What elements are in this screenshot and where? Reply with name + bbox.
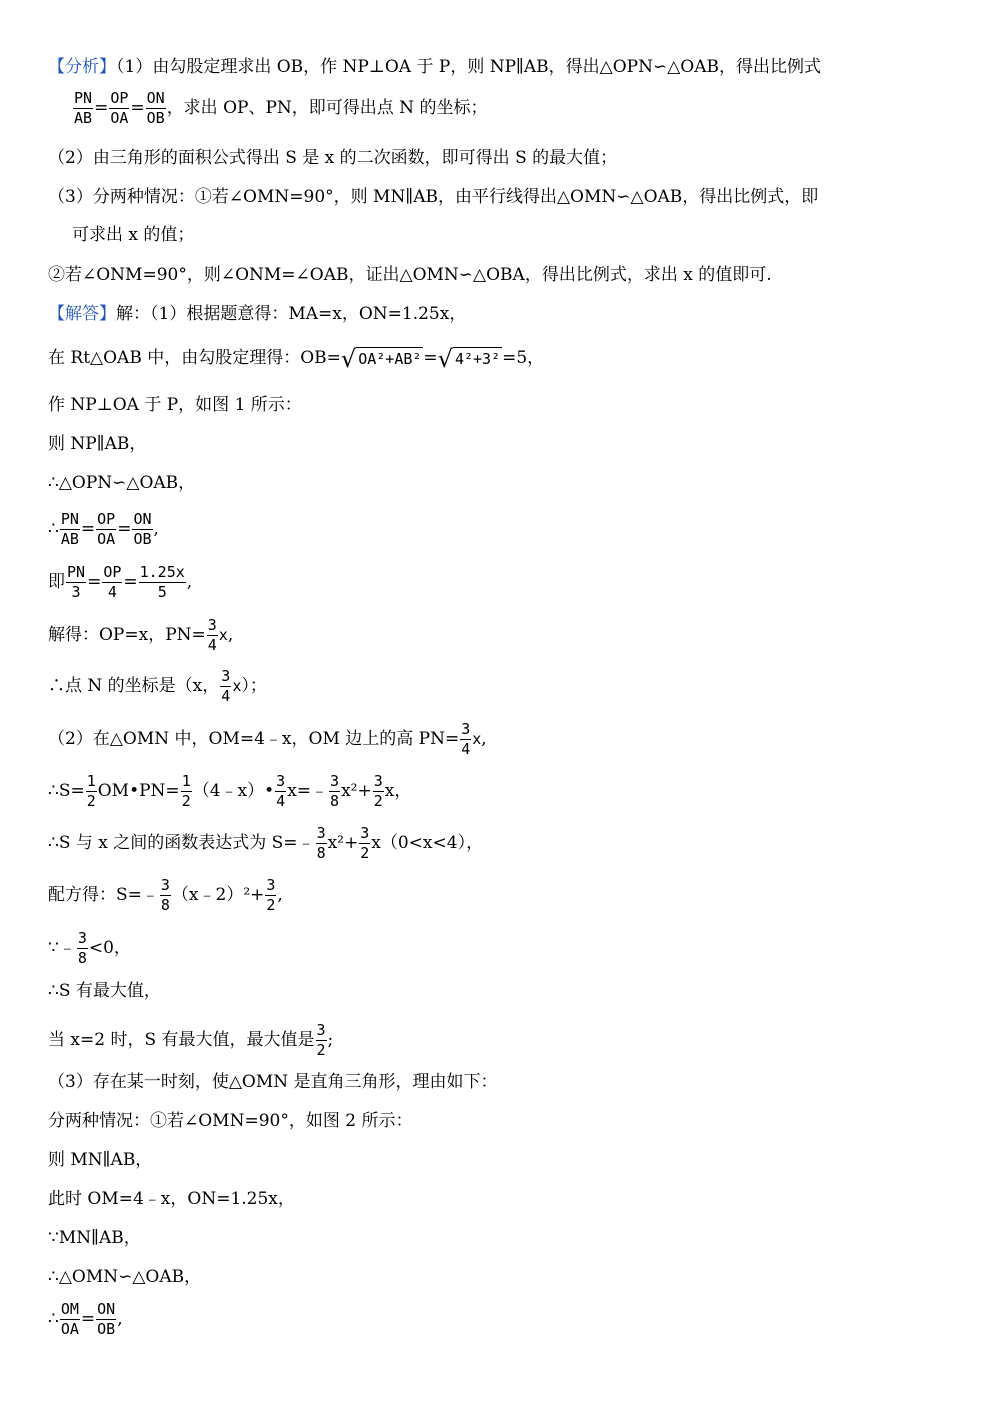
solution-line-22: ∴△OMN∽△OAB， [48, 1267, 202, 1287]
solution-line-18: 分两种情况：①若∠OMN=90°，如图 2 所示： [48, 1111, 413, 1131]
fraction: $\frac{ON}{OB}$ [97, 1300, 116, 1338]
fraction: $\frac{1}{2}$ [181, 772, 191, 810]
fraction: $\frac{1.25x}{5}$ [139, 563, 185, 601]
fraction: $\frac{3}{8}$ [77, 929, 87, 967]
analysis-line-3: （2）由三角形的面积公式得出 S 是 x 的二次函数，即可得出 S 的最大值； [48, 148, 618, 168]
analysis-line-5: 可求出 x 的值； [72, 225, 195, 245]
fraction: $\frac{PN}{AB}$ [60, 510, 79, 548]
fraction: $\frac{OP}{4}$ [103, 563, 122, 601]
solution-line-1: 【解答】解：（1）根据题意得：MA=x，ON=1.25x， [48, 304, 467, 324]
solution-line-21: ∵MN∥AB， [48, 1228, 141, 1248]
analysis-line-6: ②若∠ONM=90°，则∠ONM=∠OAB，证出△OMN∽△OBA，得出比例式，求出 x 的值即可. [48, 265, 772, 285]
solution-line-8: 解得：OP=x，PN= $\frac{3}{4}$ x, [48, 616, 234, 654]
solution-line-6: ∴ $\frac{PN}{AB}$ = $\frac{OP}{OA}$ = $\frac{ON}{OB}$ , [48, 510, 159, 548]
solution-line-23: ∴ $\frac{OM}{OA}$ = $\frac{ON}{OB}$ , [48, 1300, 123, 1338]
fraction: $\frac{ON}{OB}$ [133, 510, 152, 548]
fraction: $\frac{3}{2}$ [373, 772, 383, 810]
fraction: $\frac{3}{2}$ [316, 1021, 326, 1059]
fraction: $\frac{OP}{OA}$ [110, 89, 129, 127]
fraction: $\frac{OM}{OA}$ [60, 1300, 79, 1338]
solution-line-20: 此时 OM=4﹣x，ON=1.25x， [48, 1189, 295, 1209]
analysis-line-1: 【分析】（1）由勾股定理求出 OB，作 NP⊥OA 于 P，则 NP∥AB，得出△OPN∽△OAB，得出比例式 [48, 57, 822, 77]
solution-line-12: ∴S 与 x 之间的函数表达式为 S=﹣ $\frac{3}{8}$ x²+ $\frac{3}{2}$ x（0<x<4）， [48, 824, 484, 862]
fraction: $\frac{PN}{3}$ [67, 563, 86, 601]
fraction: $\frac{ON}{OB}$ [146, 89, 165, 127]
solution-line-11: ∴S= $\frac{1}{2}$ OM•PN= $\frac{1}{2}$ （4﹣x）• $\frac{3}{4}$ x=﹣ $\frac{3}{8}$ x²+ $\frac{3}{2}$ x， [48, 772, 412, 810]
fraction: $\frac{3}{4}$ [276, 772, 286, 810]
analysis-line-4: （3）分两种情况：①若∠OMN=90°，则 MN∥AB，由平行线得出△OMN∽△OAB，得出比例式，即 [48, 187, 819, 207]
analysis-tag: 【分析】 [48, 57, 116, 77]
fraction: $\frac{3}{2}$ [266, 876, 276, 914]
fraction: $\frac{3}{4}$ [461, 720, 471, 758]
fraction: $\frac{3}{8}$ [160, 876, 170, 914]
solution-line-9: ∴点 N 的坐标是（x， $\frac{3}{4}$ x）； [48, 667, 267, 705]
sqrt-expression: √ 4²+3² [437, 344, 501, 373]
analysis-line-2: $\frac{PN}{AB}$ = $\frac{OP}{OA}$ = $\frac{ON}{OB}$ ，求出 OP、PN，即可得出点 N 的坐标； [74, 89, 488, 127]
fraction: $\frac{PN}{AB}$ [74, 89, 93, 127]
fraction: $\frac{3}{4}$ [221, 667, 231, 705]
solution-line-3: 作 NP⊥OA 于 P，如图 1 所示： [48, 395, 302, 415]
solution-line-19: 则 MN∥AB， [48, 1150, 153, 1170]
fraction: $\frac{3}{4}$ [207, 616, 217, 654]
solution-line-5: ∴△OPN∽△OAB， [48, 473, 196, 493]
fraction: $\frac{OP}{OA}$ [97, 510, 116, 548]
solution-line-4: 则 NP∥AB， [48, 434, 147, 454]
solution-line-10: （2）在△OMN 中，OM=4﹣x，OM 边上的高 PN= $\frac{3}{4}$ x, [48, 720, 487, 758]
fraction: $\frac{3}{8}$ [330, 772, 340, 810]
solution-line-15: ∴S 有最大值， [48, 981, 161, 1001]
solution-line-7: 即 $\frac{PN}{3}$ = $\frac{OP}{4}$ = $\frac{1.25x}{5}$ , [48, 563, 193, 601]
sqrt-expression: √ OA²+AB² [340, 344, 422, 373]
fraction: $\frac{3}{2}$ [360, 824, 370, 862]
fraction: $\frac{1}{2}$ [86, 772, 96, 810]
fraction: $\frac{3}{8}$ [316, 824, 326, 862]
solution-tag: 【解答】 [48, 304, 116, 324]
solution-line-13: 配方得：S=﹣ $\frac{3}{8}$ （x﹣2）²+ $\frac{3}{2}$ , [48, 876, 283, 914]
solution-line-2: 在 Rt△OAB 中，由勾股定理得：OB=√ OA²+AB² =√ 4²+3² =5， [48, 344, 545, 373]
solution-line-16: 当 x=2 时，S 有最大值，最大值是 $\frac{3}{2}$ ; [48, 1021, 334, 1059]
solution-line-17: （3）存在某一时刻，使△OMN 是直角三角形，理由如下： [48, 1072, 498, 1092]
solution-line-14: ∵﹣ $\frac{3}{8}$ <0， [48, 929, 131, 967]
